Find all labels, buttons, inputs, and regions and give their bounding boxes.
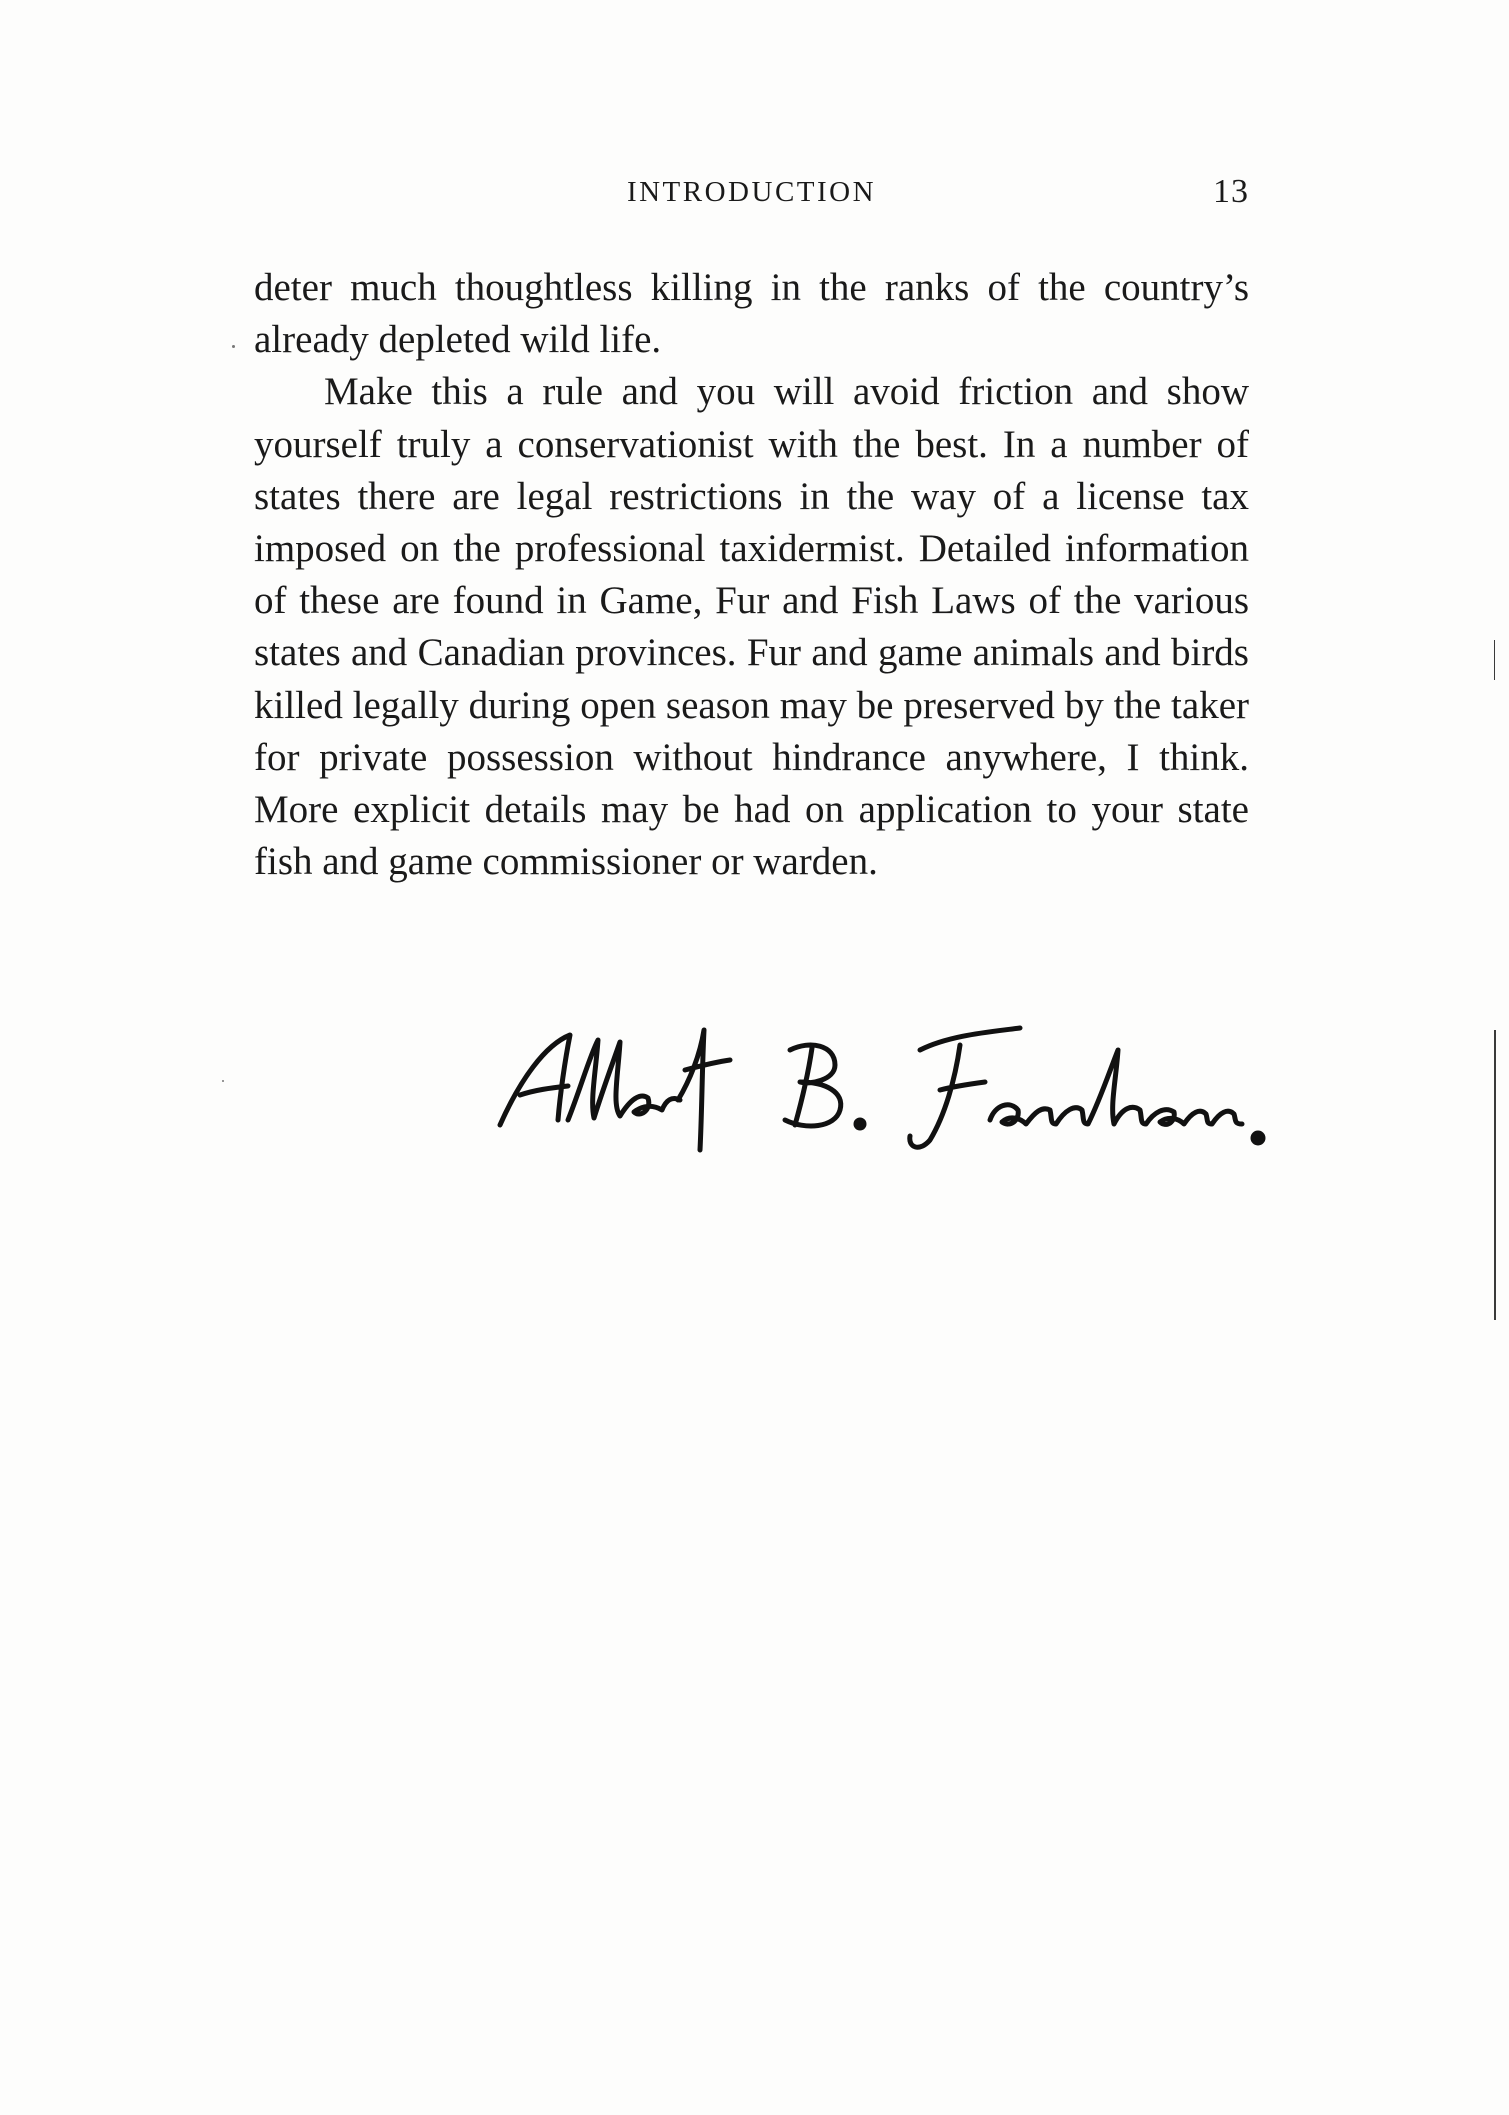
page-edge-mark (1494, 640, 1495, 680)
running-head (254, 172, 1249, 212)
paragraph-1: deter much thoughtless killing in the ranks of the country’s already depleted wild life. (254, 266, 1249, 362)
signature-drawing (490, 1020, 1270, 1170)
scan-speck (222, 1080, 224, 1082)
handwritten-signature (490, 1020, 1270, 1170)
page-number: 13 (1213, 173, 1249, 210)
scan-speck (232, 345, 235, 348)
running-title: INTRODUCTION (626, 176, 877, 208)
paragraph-2: Make this a rule and you will avoid friction and show yourself truly a conservationist with the best. In a number of states there are legal restrictions in the way of a license tax imposed on the professional taxidermist. Detailed information of these are found in Game, Fur and Fish Laws of the various states and Canadian provinces. Fur and game animals and birds killed legally during open season may be preserved by the taker for private possession without hindrance anywhere, I think. More explicit details may be had on application to your state fish and game commissioner or warden. (254, 370, 1249, 884)
body-text (254, 262, 1249, 888)
page-edge-line (1494, 1030, 1496, 1320)
